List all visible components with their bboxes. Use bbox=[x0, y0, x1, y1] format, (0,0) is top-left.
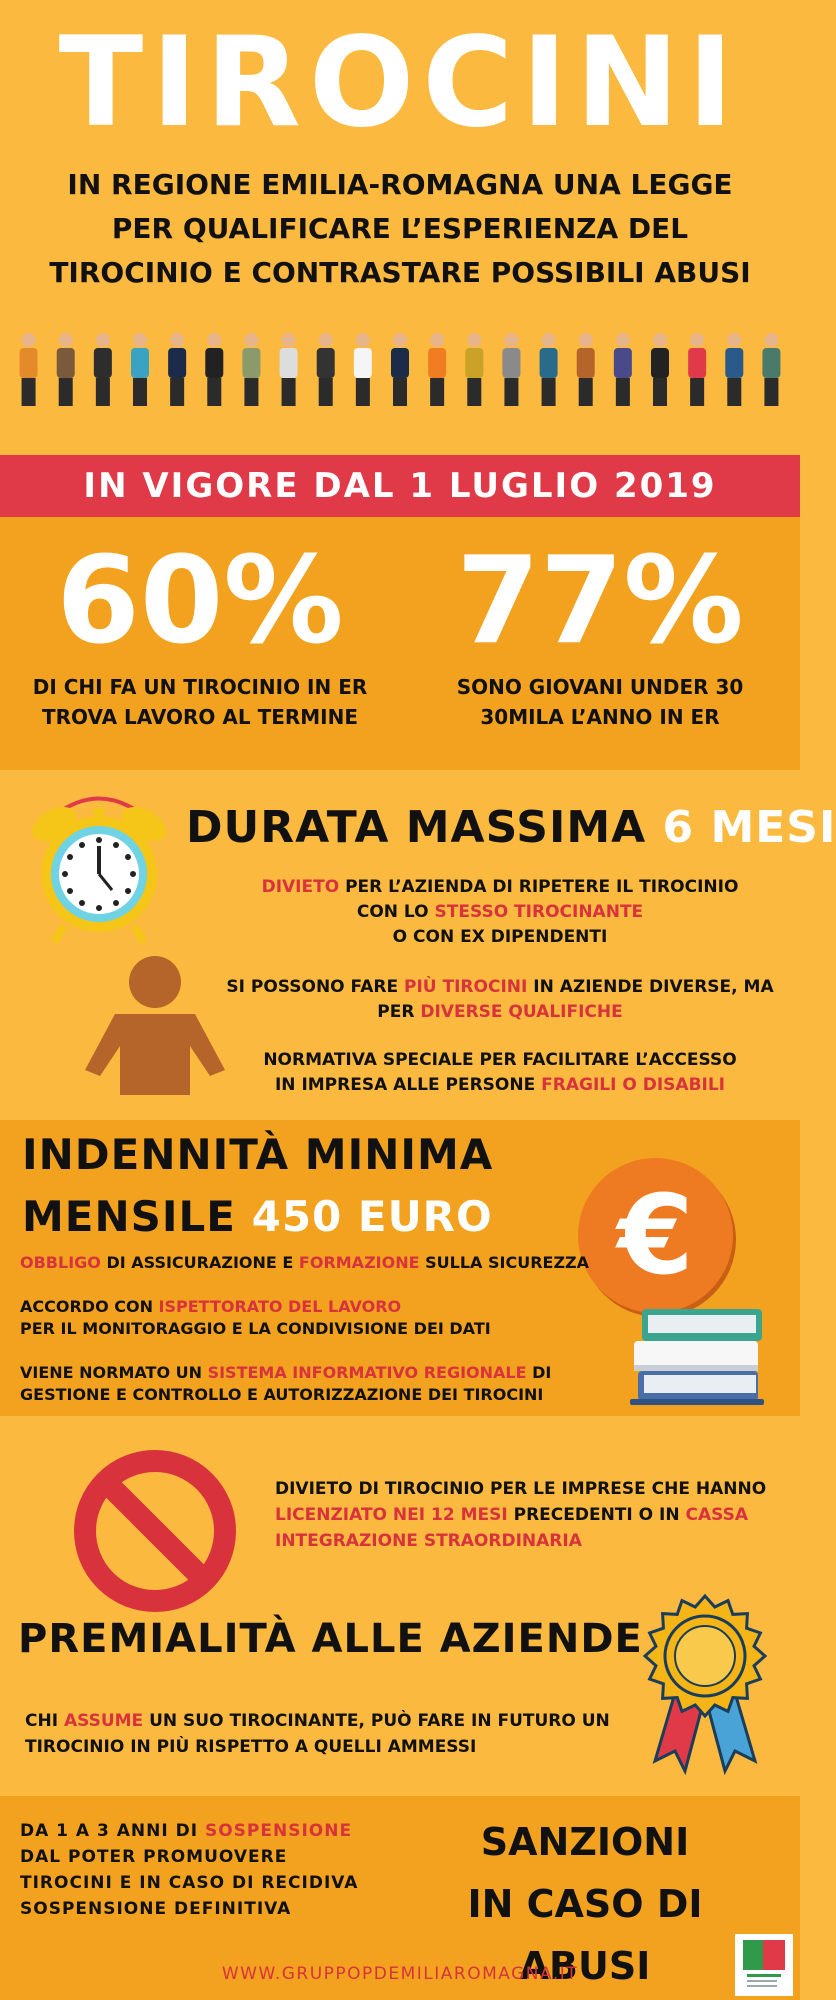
worker-figure bbox=[762, 333, 780, 406]
subtitle bbox=[20, 163, 780, 295]
highlight-text: FRAGILI O DISABILI bbox=[541, 1075, 726, 1095]
award-ribbon-icon bbox=[635, 1586, 775, 1786]
highlight-text: SOSPENSIONE bbox=[204, 1821, 353, 1841]
person-icon bbox=[85, 950, 225, 1100]
reward-title: PREMIALITÀ ALLE AZIENDE bbox=[18, 1616, 643, 1662]
text: PER IL MONITORAGGIO E LA CONDIVISIONE DEI DATI bbox=[20, 1319, 491, 1338]
alarm-clock-icon bbox=[24, 786, 174, 946]
pd-logo-icon bbox=[735, 1934, 793, 1996]
worker-figure bbox=[465, 333, 483, 406]
text: SOSPENSIONE DEFINITIVA bbox=[20, 1899, 292, 1919]
highlight-text: ISPETTORATO DEL LAVORO bbox=[158, 1297, 402, 1316]
stat-description bbox=[0, 672, 400, 732]
worker-figure bbox=[651, 333, 669, 406]
sanctions-paragraph bbox=[20, 1818, 400, 1922]
duration-highlight: 6 MESI bbox=[662, 802, 836, 853]
highlight-text: PIÙ TIROCINI bbox=[404, 977, 528, 997]
stat-description bbox=[400, 672, 800, 732]
text: TIROCINI E IN CASO DI RECIDIVA bbox=[20, 1873, 359, 1893]
workers-illustration bbox=[10, 330, 790, 410]
worker-figure bbox=[20, 333, 38, 406]
duration-title-text: DURATA MASSIMA bbox=[186, 802, 647, 853]
page-title: TIROCINI bbox=[58, 11, 742, 155]
duration-section bbox=[0, 770, 836, 1120]
text: PRECEDENTI O IN bbox=[507, 1505, 686, 1525]
stat-description-line: DI CHI FA UN TIROCINIO IN ER bbox=[32, 675, 368, 699]
highlight-text: OBBLIGO bbox=[20, 1253, 101, 1272]
duration-paragraph bbox=[220, 975, 780, 1025]
worker-figure bbox=[428, 333, 446, 406]
worker-figure bbox=[242, 333, 260, 406]
worker-figure bbox=[577, 333, 595, 406]
euro-icon: € bbox=[578, 1158, 733, 1313]
highlight-text: INTEGRAZIONE STRAORDINARIA bbox=[275, 1531, 582, 1551]
worker-figure bbox=[94, 333, 112, 406]
sanctions-title-line: IN CASO DI ABUSI bbox=[467, 1882, 703, 1988]
worker-figure bbox=[354, 333, 372, 406]
stats-section bbox=[0, 517, 800, 770]
highlight-text: DIVIETO bbox=[261, 877, 340, 897]
worker-figure bbox=[317, 333, 335, 406]
highlight-text: FORMAZIONE bbox=[298, 1253, 420, 1272]
worker-figure bbox=[391, 333, 409, 406]
allowance-title: INDENNITÀ MINIMA bbox=[22, 1130, 494, 1179]
header-section bbox=[0, 0, 800, 455]
worker-figure bbox=[688, 333, 706, 406]
allowance-title bbox=[22, 1192, 493, 1241]
duration-paragraph bbox=[220, 1048, 780, 1098]
sanctions-section bbox=[0, 1796, 800, 2000]
date-banner bbox=[0, 455, 800, 517]
worker-figure bbox=[502, 333, 520, 406]
text: VIENE NORMATO UN bbox=[20, 1363, 208, 1382]
text: CON LO bbox=[356, 902, 435, 922]
highlight-text: LICENZIATO NEI 12 MESI bbox=[275, 1505, 508, 1525]
worker-figure bbox=[540, 333, 558, 406]
allowance-paragraph bbox=[20, 1362, 600, 1406]
highlight-text: STESSO TIROCINANTE bbox=[434, 902, 644, 922]
text: DI bbox=[526, 1363, 552, 1382]
text: PER bbox=[377, 1002, 421, 1022]
text: GESTIONE E CONTROLLO E AUTORIZZAZIONE DEI TIROCINI bbox=[20, 1385, 544, 1404]
subtitle-line: TIROCINIO E CONTRASTARE POSSIBILI ABUSI bbox=[49, 256, 751, 289]
worker-figure bbox=[614, 333, 632, 406]
allowance-title-text: MENSILE bbox=[22, 1192, 236, 1241]
text: ACCORDO CON bbox=[20, 1297, 159, 1316]
ban-paragraph bbox=[275, 1476, 775, 1554]
ban-section bbox=[0, 1416, 800, 1796]
stat-description-line: SONO GIOVANI UNDER 30 bbox=[456, 675, 744, 699]
banner-text: IN VIGORE DAL 1 LUGLIO 2019 bbox=[83, 466, 717, 506]
text: IN IMPRESA ALLE PERSONE bbox=[274, 1075, 542, 1095]
text: O CON EX DIPENDENTI bbox=[392, 927, 608, 947]
text: DIVIETO DI TIROCINIO PER LE IMPRESE CHE HANNO bbox=[275, 1479, 767, 1499]
text: SI POSSONO FARE bbox=[226, 977, 404, 997]
worker-figure bbox=[205, 333, 223, 406]
stat-description-line: 30MILA L’ANNO IN ER bbox=[480, 705, 720, 729]
text: DA 1 A 3 ANNI DI bbox=[20, 1821, 205, 1841]
allowance-section bbox=[0, 1120, 800, 1416]
text: DAL POTER PROMUOVERE bbox=[20, 1847, 288, 1867]
allowance-paragraph bbox=[20, 1252, 600, 1274]
allowance-paragraph bbox=[20, 1296, 600, 1340]
text: IN AZIENDE DIVERSE, MA bbox=[527, 977, 774, 997]
highlight-text: ASSUME bbox=[63, 1711, 144, 1731]
subtitle-line: IN REGIONE EMILIA-ROMAGNA UNA LEGGE bbox=[67, 168, 733, 201]
text: SULLA SICUREZZA bbox=[419, 1253, 590, 1272]
text: UN SUO TIROCINANTE, PUÒ FARE IN FUTURO UN bbox=[143, 1711, 610, 1731]
worker-figure bbox=[131, 333, 149, 406]
reward-paragraph bbox=[25, 1708, 625, 1760]
highlight-text: DIVERSE QUALIFICHE bbox=[420, 1002, 623, 1022]
text: DI ASSICURAZIONE E bbox=[100, 1253, 299, 1272]
allowance-highlight: 450 EURO bbox=[251, 1192, 493, 1241]
books-icon bbox=[630, 1295, 770, 1407]
worker-figure bbox=[725, 333, 743, 406]
stat-value: 60% bbox=[56, 532, 344, 671]
text: NORMATIVA SPECIALE PER FACILITARE L’ACCESSO bbox=[263, 1050, 737, 1070]
text: PER L’AZIENDA DI RIPETERE IL TIROCINIO bbox=[339, 877, 739, 897]
highlight-text: CASSA bbox=[685, 1505, 749, 1525]
text: TIROCINIO IN PIÙ RISPETTO A QUELLI AMMESSI bbox=[25, 1737, 477, 1757]
highlight-text: SISTEMA INFORMATIVO REGIONALE bbox=[207, 1363, 527, 1382]
prohibition-icon bbox=[70, 1446, 240, 1616]
duration-paragraph bbox=[220, 875, 780, 950]
website-link[interactable]: WWW.GRUPPOPDEMILIAROMAGNA.IT bbox=[221, 1964, 579, 1984]
worker-figure bbox=[280, 333, 298, 406]
party-logo bbox=[735, 1934, 793, 1996]
stat-value: 77% bbox=[456, 532, 744, 671]
duration-title bbox=[186, 802, 836, 853]
worker-figure bbox=[57, 333, 75, 406]
text: CHI bbox=[25, 1711, 64, 1731]
subtitle-line: PER QUALIFICARE L’ESPERIENZA DEL bbox=[111, 212, 689, 245]
worker-figure bbox=[168, 333, 186, 406]
sanctions-title-line: SANZIONI bbox=[480, 1820, 690, 1864]
stat-description-line: TROVA LAVORO AL TERMINE bbox=[41, 705, 359, 729]
